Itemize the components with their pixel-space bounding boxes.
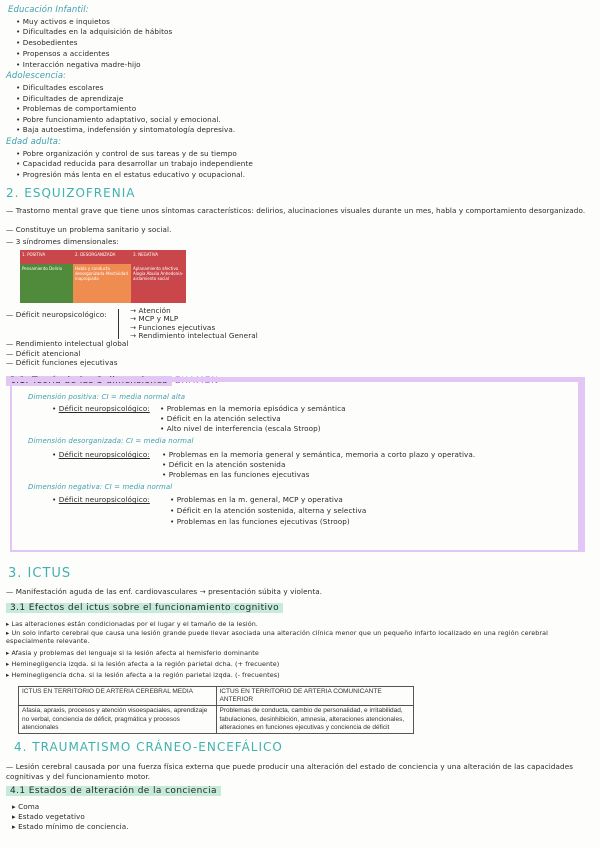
- syndrome-header-negative: 3. NEGATIVA: [131, 250, 186, 264]
- paragraph-line: — Rendimiento intelectual global: [6, 339, 129, 348]
- list-item: • Problemas en las funciones ejecutivas (Stroop): [170, 517, 350, 526]
- deficit-item: → Funciones ejecutivas: [130, 323, 216, 332]
- list-item: • Alto nivel de interferencia (escala Stroop): [160, 424, 321, 433]
- paragraph-line: — Lesión cerebral causada por una fuerza física externa que puede producir una alteración del estado de conciencia y una alteración de las capacidades cognitivas y del funcionamiento motor.: [6, 762, 574, 781]
- table-cell: Afasia, apraxis, procesos y atención visoespaciales, aprendizaje no verbal, conciencia de déficit, pragmática y procesos atencionales: [19, 706, 217, 734]
- adolescencia-title: Adolescencia:: [6, 71, 67, 81]
- list-item: ▸ Las alteraciones están condicionadas por el lugar y el tamaño de la lesión.: [6, 620, 259, 628]
- paragraph-line: — Déficit funciones ejecutivas: [6, 358, 118, 367]
- deficit-item: → Atención: [130, 306, 171, 315]
- dimension-positive: Dimensión positiva: CI = media normal alta: [28, 393, 186, 401]
- list-item: • Problemas en la memoria episódica y semántica: [160, 404, 346, 413]
- list-item: • Déficit en la atención sostenida: [162, 460, 286, 469]
- list-item: • Problemas en la memoria general y semántica, memoria a corto plazo y operativa.: [162, 450, 476, 459]
- list-item: • Interacción negativa madre-hijo: [16, 60, 141, 69]
- list-item: ▸ Estado vegetativo: [12, 812, 85, 821]
- paragraph-line: — Déficit atencional: [6, 349, 81, 358]
- syndromes-table: [20, 250, 186, 303]
- list-item: • Dificultades de aprendizaje: [16, 94, 124, 103]
- table-header: ICTUS EN TERRITORIO DE ARTERIA CEREBRAL MEDIA: [19, 687, 217, 706]
- dimension-deficit-label: • Déficit neuropsicológico:: [52, 450, 150, 459]
- list-item: ▸ Coma: [12, 802, 40, 811]
- ictus-subtitle: 3.1 Efectos del ictus sobre el funcionamiento cognitivo: [6, 603, 283, 613]
- list-item: • Pobre funcionamiento adaptativo, social y emocional.: [16, 115, 221, 124]
- paragraph-line: — 3 síndromes dimensionales:: [6, 237, 119, 246]
- table-header: ICTUS EN TERRITORIO DE ARTERIA COMUNICANTE ANTERIOR: [216, 687, 414, 706]
- dimension-disorganized: Dimensión desorganizada: CI = media normal: [28, 437, 194, 445]
- list-item: • Propensos a accidentes: [16, 49, 110, 58]
- deficit-item: → Rendimiento intelectual General: [130, 331, 258, 340]
- list-item: • Muy activos e inquietos: [16, 17, 110, 26]
- list-item: • Problemas en las funciones ejecutivas: [162, 470, 310, 479]
- list-item: • Progresión más lenta en el estatus educativo y ocupacional.: [16, 170, 246, 179]
- section-title-ictus: 3. ICTUS: [8, 566, 72, 581]
- dimension-deficit-label: • Déficit neuropsicológico:: [52, 495, 150, 504]
- paragraph-line: — Trastorno mental grave que tiene unos síntomas característicos: delirios, alucinaciones visuales durante un mes, habla y comportamiento desorganizado.: [6, 206, 586, 215]
- list-item: • Baja autoestima, indefensión y sintomatología depresiva.: [16, 125, 236, 134]
- deficit-label: — Déficit neuropsicológico:: [6, 310, 107, 319]
- syndrome-body-disorganized: Habla y conducta desorganizada Afectividad inapropiada: [73, 264, 131, 303]
- list-item: ▸ Afasia y problemas del lenguaje si la lesión afecta al hemisferio dominante: [6, 649, 259, 657]
- list-item: • Déficit en la atención selectiva: [160, 414, 281, 423]
- table-cell: Problemas de conducta, cambio de personalidad, e irritabilidad, fabulaciones, desinhibición, amnesia, alteraciones atencionales, alteraciones en funciones ejecutivas y conciencia de déficit: [216, 706, 414, 734]
- syndrome-body-positive: Pensamiento Delirio: [20, 264, 73, 303]
- syndrome-body-negative: Aplanamiento afectivo Alogia Abulia Anhedonia-aislamiento social: [131, 264, 186, 303]
- deficit-item: → MCP y MLP: [130, 314, 179, 323]
- dimension-deficit-label: • Déficit neuropsicológico:: [52, 404, 150, 413]
- ictus-table: [18, 686, 414, 734]
- educacion-infantil-title: Educación Infantil:: [8, 5, 89, 15]
- syndrome-header-disorganized: 2. DESORGANIZADA: [73, 250, 131, 264]
- list-item: • Capacidad reducida para desarrollar un trabajo independiente: [16, 159, 253, 168]
- exam-tag: EXAMEN: [174, 376, 220, 386]
- teoria-title: 2.1. Teoría de las 3 dimensiones EXAMEN: [6, 376, 219, 386]
- traumatismo-subtitle: 4.1 Estados de alteración de la conciencia: [6, 786, 221, 796]
- list-item: • Déficit en la atención sostenida, alterna y selectiva: [170, 506, 367, 515]
- list-item: ▸ Estado mínimo de conciencia.: [12, 822, 129, 831]
- list-item: ▸ Heminegligencia izqda. si la lesión afecta a la región parietal dcha. (+ frecuente): [6, 660, 280, 668]
- section-title-esquizofrenia: 2. ESQUIZOFRENIA: [6, 186, 136, 200]
- list-item: ▸ Un solo infarto cerebral que causa una lesión grande puede llevar asociada una alteración clínica menor que un pequeño infarto localizado en una región cerebral especialmente relevante.: [6, 629, 549, 645]
- list-item: • Problemas de comportamiento: [16, 104, 137, 113]
- syndrome-header-positive: 1. POSITIVA: [20, 250, 73, 264]
- edad-adulta-title: Edad adulta:: [6, 137, 62, 147]
- section-title-traumatismo: 4. TRAUMATISMO CRÁNEO-ENCEFÁLICO: [14, 740, 283, 754]
- paragraph-line: — Manifestación aguda de las enf. cardiovasculares → presentación súbita y violenta.: [6, 587, 323, 596]
- list-item: • Desobedientes: [16, 38, 78, 47]
- list-item: • Dificultades en la adquisición de hábitos: [16, 27, 173, 36]
- list-item: • Pobre organización y control de sus tareas y de su tiempo: [16, 149, 237, 158]
- dimension-negative: Dimensión negativa: CI = media normal: [28, 483, 173, 491]
- list-item: • Dificultades escolares: [16, 83, 104, 92]
- list-item: • Problemas en la m. general, MCP y operativa: [170, 495, 343, 504]
- list-item: ▸ Heminegligencia dcha. si la lesión afecta a la región parietal izqda. (- frecuentes): [6, 671, 280, 679]
- paragraph-line: — Constituye un problema sanitario y social.: [6, 225, 172, 234]
